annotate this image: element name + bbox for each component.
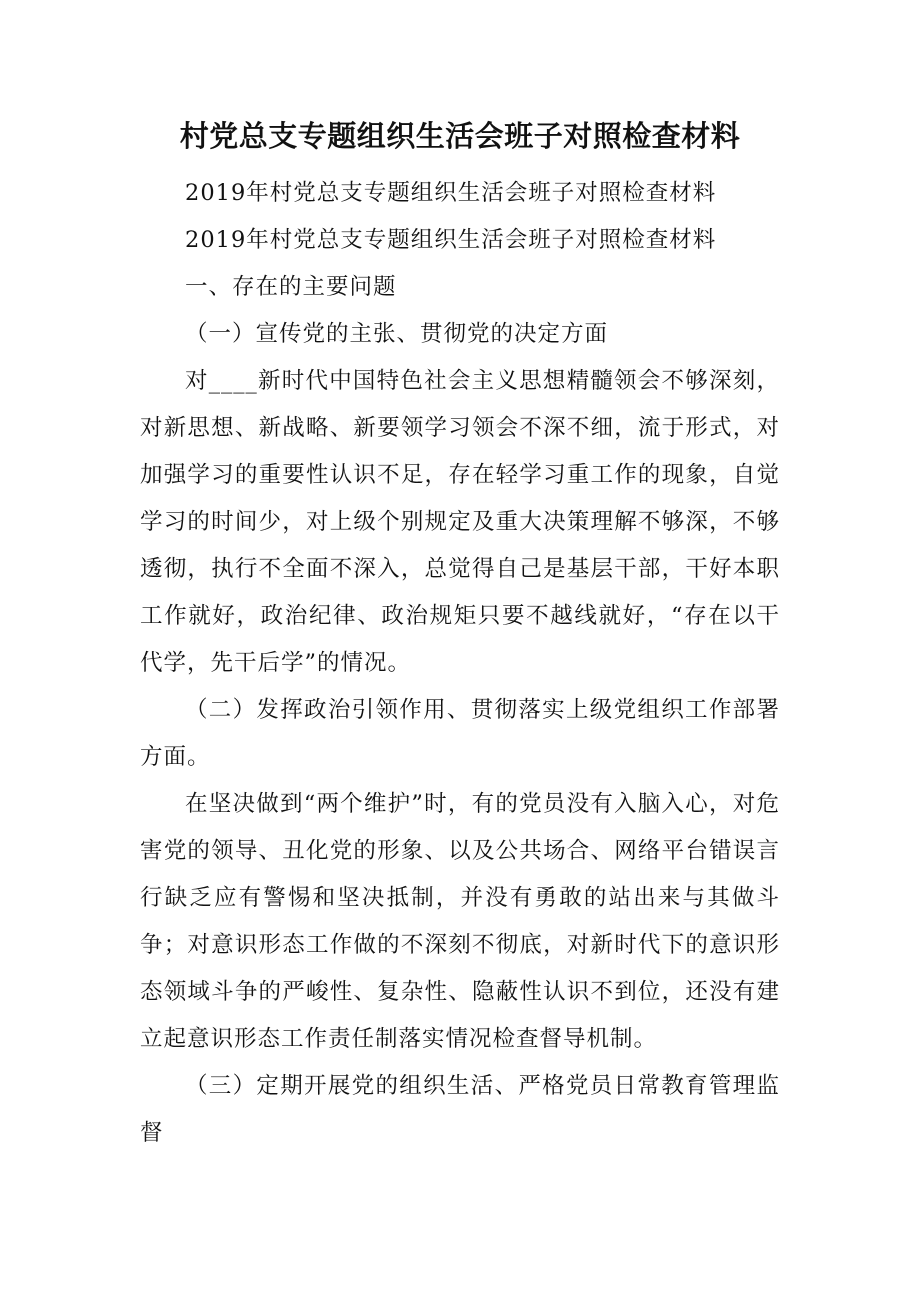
paragraph-1: 对____新时代中国特色社会主义思想精髓领会不够深刻，对新思想、新战略、新要领学习领会不深不细，流于形式，对加强学习的重要性认识不足，存在轻学习重工作的现象，自觉学习的时间少，对上级个别规定及重大决策理解不够深，不够透彻，执行不全面不深入，总觉得自己是基层干部，干好本职工作就好，政治纪律、政治规矩只要不越线就好，“存在以干代学，先干后学”的情况。 [140, 368, 780, 676]
subtitle-line-1: 2019年村党总支专题组织生活会班子对照检查材料 [185, 180, 717, 206]
section-heading-problems: 一、存在的主要问题 [185, 274, 397, 300]
document-page [140, 112, 780, 1157]
subsection-heading-3: （三）定期开展党的组织生活、严格党员日常教育管理监督 [140, 1073, 780, 1146]
subsection-heading-2: （二）发挥政治引领作用、贯彻落实上级党组织工作部署方面。 [140, 697, 780, 770]
document-title: 村党总支专题组织生活会班子对照检查材料 [179, 119, 741, 153]
paragraph-2: 在坚决做到“两个维护”时，有的党员没有入脑入心，对危害党的领导、丑化党的形象、以及公共场合、网络平台错误言行缺乏应有警惕和坚决抵制，并没有勇敢的站出来与其做斗争；对意识形态工作做的不深刻不彻底，对新时代下的意识形态领域斗争的严峻性、复杂性、隐蔽性认识不到位，还没有建立起意识形态工作责任制落实情况检查督导机制。 [140, 791, 780, 1052]
subsection-heading-1: （一）宣传党的主张、贯彻党的决定方面 [185, 321, 609, 347]
subtitle-line-2: 2019年村党总支专题组织生活会班子对照检查材料 [185, 227, 717, 253]
